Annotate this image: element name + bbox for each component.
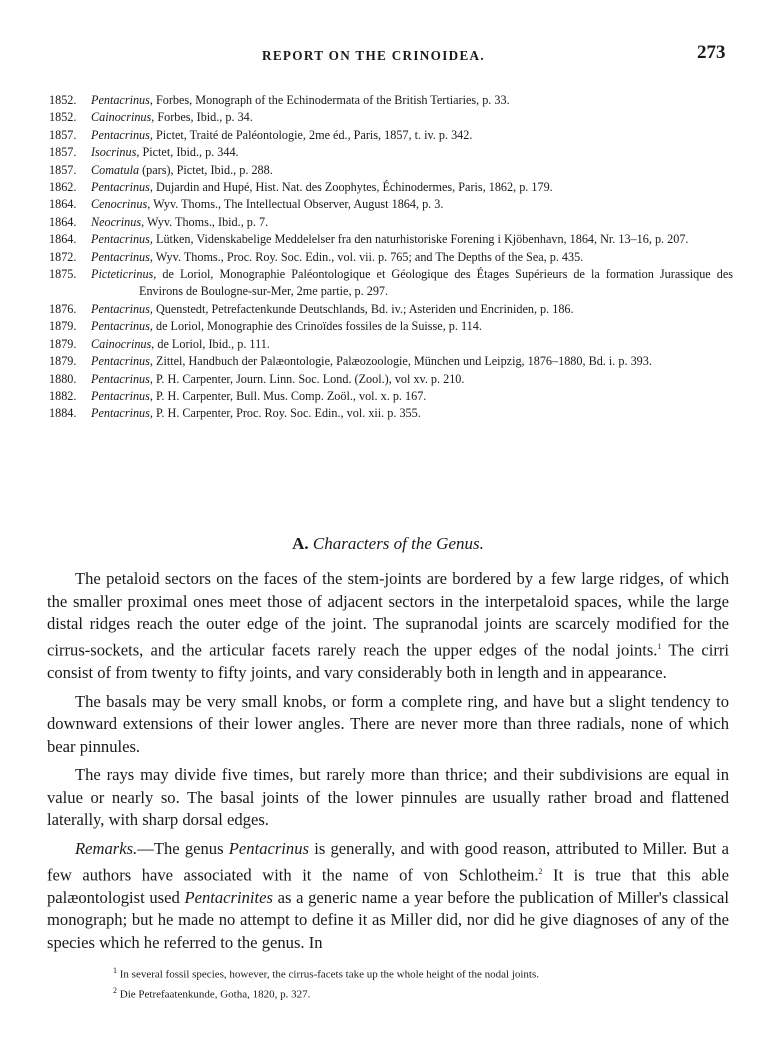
synonymy-year: 1852. [49, 110, 77, 125]
synonymy-text [91, 249, 733, 266]
synonymy-entry [49, 405, 733, 422]
footnote [47, 963, 729, 983]
synonymy-entry [49, 144, 733, 161]
synonymy-text [91, 109, 733, 126]
remarks-text-d: as a generic name a year before the publication of Miller's classical monograph; but he made no attempt to define it as Miller did, nor did he give diagnoses of any of the species which he referred to the genus. In [47, 887, 730, 952]
synonymy-text [91, 405, 733, 422]
synonymy-text [91, 336, 733, 353]
synonymy-text [91, 179, 733, 196]
synonymy-year: 1875. [49, 267, 77, 282]
synonymy-entry [49, 92, 733, 109]
footnote-mark: 2 [113, 985, 117, 995]
synonymy-year: 1882. [49, 388, 77, 403]
footnote-ref: 1 [657, 641, 662, 651]
synonymy-entry [49, 127, 733, 144]
synonymy-genus: Pentacrinus, [91, 232, 153, 247]
footnote-text: Die Petrefaatenkunde, Gotha, 1820, p. 327. [119, 988, 311, 1001]
synonymy-entry [49, 353, 733, 370]
synonymy-citation: Lütken, Videnskabelige Meddelelser fra den naturhistoriske Forening i Kjöbenhavn, 1864, Nr. 13–16, p. 207. [156, 232, 689, 247]
synonymy-genus: Pentacrinus, [91, 354, 153, 369]
synonymy-genus: Pentacrinus, [91, 301, 153, 316]
paragraph-basals: The basals may be very small knobs, or form a complete ring, and have but a slight tendency to downward extensions of their lower angles. There are never more than three radials, none of which bear pinnules. [47, 691, 729, 756]
footnotes [47, 963, 729, 1002]
synonymy-text [91, 353, 733, 370]
synonymy-genus: Isocrinus, [91, 145, 140, 160]
synonymy-genus: Pentacrinus, [91, 127, 153, 142]
body-text [47, 568, 729, 961]
synonymy-entry [49, 336, 733, 353]
running-title: REPORT ON THE CRINOIDEA. [262, 48, 485, 63]
synonymy-text [91, 231, 733, 248]
synonymy-citation: Zittel, Handbuch der Palæontologie, Palæozoologie, München und Leipzig, 1876–1880, Bd. i. p. 393. [156, 354, 652, 369]
synonymy-year: 1864. [49, 232, 77, 247]
synonymy-entry [49, 371, 733, 388]
synonymy-year: 1857. [49, 145, 77, 160]
synonymy-text [91, 301, 733, 318]
genus-name: Pentacrinites [184, 887, 273, 907]
synonymy-text [91, 214, 733, 231]
synonymy-entry [49, 196, 733, 213]
synonymy-citation: Forbes, Monograph of the Echinodermata of the British Tertiaries, p. 33. [156, 93, 510, 107]
synonymy-entry [49, 318, 733, 335]
synonymy-citation: de Loriol, Monographie Paléontologique et Géologique des Étages Supérieurs de la formation Jurassique des Environs de Boulogne-sur-Mer, 2me partie, p. 297. [139, 267, 734, 299]
synonymy-citation: Wyv. Thoms., The Intellectual Observer, August 1864, p. 3. [153, 197, 444, 212]
synonymy-citation: P. H. Carpenter, Bull. Mus. Comp. Zoöl., vol. x. p. 167. [156, 388, 427, 403]
remarks-text-a: —The genus [137, 839, 229, 859]
synonymy-citation: de Loriol, Ibid., p. 111. [157, 336, 270, 351]
synonymy-entry [49, 179, 733, 196]
synonymy-citation: Wyv. Thoms., Ibid., p. 7. [146, 214, 269, 229]
synonymy-citation: Quenstedt, Petrefactenkunde Deutschlands, Bd. iv.; Asteriden und Encriniden, p. 186. [156, 301, 574, 316]
synonymy-year: 1857. [49, 127, 77, 142]
synonymy-entry [49, 266, 733, 301]
page-number: 273 [697, 42, 726, 63]
synonymy-citation: Pictet, Traité de Paléontologie, 2me éd., Paris, 1857, t. iv. p. 342. [156, 127, 473, 142]
section-heading [0, 534, 776, 554]
footnote [47, 983, 729, 1003]
synonymy-text [91, 266, 733, 301]
paragraph-rays: The rays may divide five times, but rarely more than thrice; and their subdivisions are equal in value or nearly so. The basal joints of the lower pinnules are usually rather broad and flattened laterally, with sharp dorsal edges. [47, 765, 729, 830]
synonymy-citation: Pictet, Ibid., p. 344. [142, 145, 239, 160]
synonymy-entry [49, 388, 733, 405]
synonymy-list [49, 92, 733, 423]
footnote-text: In several fossil species, however, the cirrus-facets take up the whole height of the nodal joints. [119, 968, 540, 981]
synonymy-entry [49, 231, 733, 248]
synonymy-text [91, 162, 733, 179]
synonymy-genus: Pentacrinus, [91, 180, 153, 195]
synonymy-year: 1880. [49, 371, 77, 386]
synonymy-entry [49, 214, 733, 231]
synonymy-text [91, 92, 733, 109]
synonymy-text [91, 371, 733, 388]
synonymy-entry [49, 109, 733, 126]
synonymy-year: 1879. [49, 354, 77, 369]
synonymy-genus: Neocrinus, [91, 214, 145, 229]
synonymy-year: 1872. [49, 249, 77, 264]
synonymy-entry [49, 162, 733, 179]
synonymy-year: 1864. [49, 197, 77, 212]
section-title: Characters of the Genus. [312, 534, 484, 553]
synonymy-text [91, 196, 733, 213]
footnote-mark: 1 [113, 966, 117, 975]
synonymy-citation: (pars), Pictet, Ibid., p. 288. [142, 162, 273, 177]
remarks-text-c: It is true that this able palæontologist used [47, 865, 729, 907]
synonymy-text [91, 144, 733, 161]
synonymy-genus: Pentacrinus, [91, 371, 153, 386]
synonymy-genus: Pentacrinus, [91, 388, 153, 403]
synonymy-entry [49, 301, 733, 318]
synonymy-citation: Dujardin and Hupé, Hist. Nat. des Zoophytes, Échinodermes, Paris, 1862, p. 179. [156, 180, 553, 195]
synonymy-text [91, 388, 733, 405]
synonymy-year: 1879. [49, 319, 77, 334]
synonymy-text [91, 318, 733, 335]
synonymy-year: 1852. [49, 93, 77, 107]
synonymy-year: 1864. [49, 214, 77, 229]
section-letter: A. [292, 534, 309, 553]
synonymy-entry [49, 249, 733, 266]
synonymy-year: 1884. [49, 406, 77, 421]
synonymy-year: 1857. [49, 162, 77, 177]
synonymy-citation: Wyv. Thoms., Proc. Roy. Soc. Edin., vol. vii. p. 765; and The Depths of the Sea, p. 435. [155, 249, 584, 264]
remarks-label: Remarks. [75, 839, 138, 859]
paragraph-stem-text: The petaloid sectors on the faces of the stem-joints are bordered by a few large ridges, of which the smaller proximal ones meet those of adjacent sectors in the interpetaloid spaces, while the large distal ridges reach the outer edge of the joint. The supranodal joints are scarcely modified for the cirrus-sockets, and the articular facets rarely reach the upper edges of the nodal joints. [47, 569, 729, 660]
synonymy-citation: P. H. Carpenter, Proc. Roy. Soc. Edin., vol. xii. p. 355. [156, 406, 421, 421]
synonymy-citation: de Loriol, Monographie des Crinoïdes fossiles de la Suisse, p. 114. [156, 319, 482, 334]
synonymy-year: 1876. [49, 301, 77, 316]
synonymy-genus: Comatula [91, 162, 140, 177]
synonymy-genus: Cenocrinus, [91, 197, 151, 212]
synonymy-text [91, 127, 733, 144]
synonymy-year: 1879. [49, 336, 77, 351]
paragraph-stem-end: The cirri consist of from twenty to fifty joints, and vary considerably both in length and in appearance. [47, 640, 729, 682]
genus-name: Pentacrinus [228, 839, 309, 859]
paragraph-remarks [47, 838, 729, 955]
synonymy-genus: Cainocrinus, [91, 110, 155, 125]
synonymy-genus: Pentacrinus, [91, 249, 153, 264]
synonymy-citation: Forbes, Ibid., p. 34. [157, 110, 253, 125]
synonymy-year: 1862. [49, 180, 77, 195]
paragraph-stem [47, 568, 729, 685]
remarks-text-b: is generally, and with good reason, attributed to Miller. But a few authors have associated with it the name of von Schlotheim. [47, 839, 729, 885]
synonymy-genus: Picteticrinus, [91, 267, 157, 282]
synonymy-citation: P. H. Carpenter, Journ. Linn. Soc. Lond. (Zool.), vol xv. p. 210. [156, 371, 465, 386]
footnote-ref: 2 [538, 866, 543, 876]
synonymy-genus: Pentacrinus, [91, 93, 153, 107]
synonymy-genus: Pentacrinus, [91, 319, 153, 334]
synonymy-genus: Pentacrinus, [91, 406, 153, 421]
synonymy-genus: Cainocrinus, [91, 336, 155, 351]
